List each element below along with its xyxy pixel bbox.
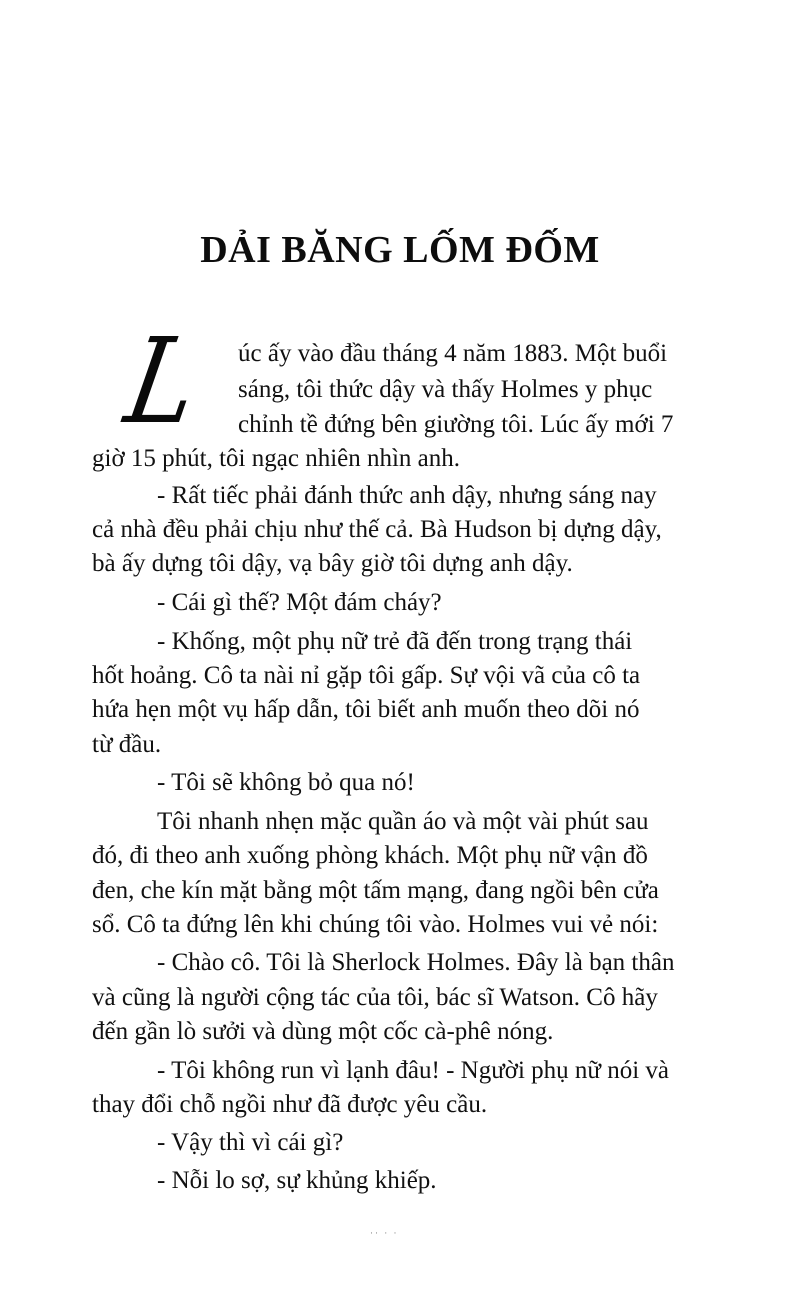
text-line: giờ 15 phút, tôi ngạc nhiên nhìn anh. — [92, 445, 461, 472]
text-line: đen, che kín mặt bằng một tấm mạng, đang ngồi bên cửa — [92, 877, 659, 904]
page-folio-marks: ·· · · — [370, 1228, 399, 1238]
text-line: sổ. Cô ta đứng lên khi chúng tôi vào. Holmes vui vẻ nói: — [92, 911, 659, 938]
drop-cap: L — [116, 312, 209, 450]
text-line: sáng, tôi thức dậy và thấy Holmes y phục — [238, 376, 653, 403]
text-line: - Rất tiếc phải đánh thức anh dậy, nhưng sáng nay — [157, 482, 657, 509]
text-line: - Chào cô. Tôi là Sherlock Holmes. Đây là bạn thân — [157, 949, 675, 976]
chapter-title: DẢI BĂNG LỐM ĐỐM — [200, 229, 600, 272]
text-line: chỉnh tề đứng bên giường tôi. Lúc ấy mới 7 — [238, 411, 674, 438]
text-line: thay đổi chỗ ngồi như đã được yêu cầu. — [92, 1091, 488, 1118]
text-line: hứa hẹn một vụ hấp dẫn, tôi biết anh muốn theo dõi nó — [92, 696, 640, 723]
text-line: - Tôi không run vì lạnh đâu! - Người phụ nữ nói và — [157, 1057, 670, 1084]
text-line: - Khống, một phụ nữ trẻ đã đến trong trạng thái — [157, 628, 633, 655]
text-line: đến gần lò sưởi và dùng một cốc cà-phê nóng. — [92, 1018, 554, 1045]
text-line: từ đầu. — [92, 731, 162, 758]
text-line: úc ấy vào đầu tháng 4 năm 1883. Một buổi — [238, 340, 668, 367]
text-line: - Cái gì thế? Một đám cháy? — [157, 589, 442, 616]
text-line: bà ấy dựng tôi dậy, vạ bây giờ tôi dựng anh dậy. — [92, 550, 573, 577]
text-line: - Nỗi lo sợ, sự khủng khiếp. — [157, 1167, 437, 1194]
text-line: - Vậy thì vì cái gì? — [157, 1129, 344, 1156]
text-line: - Tôi sẽ không bỏ qua nó! — [157, 769, 415, 796]
text-line: hốt hoảng. Cô ta nài nỉ gặp tôi gấp. Sự vội vã của cô ta — [92, 662, 641, 689]
text-line: đó, đi theo anh xuống phòng khách. Một phụ nữ vận đồ — [92, 842, 648, 869]
text-line: Tôi nhanh nhẹn mặc quần áo và một vài phút sau — [157, 808, 649, 835]
text-line: và cũng là người cộng tác của tôi, bác sĩ Watson. Cô hãy — [92, 984, 658, 1011]
text-line: cả nhà đều phải chịu như thế cả. Bà Hudson bị dựng dậy, — [92, 516, 662, 543]
